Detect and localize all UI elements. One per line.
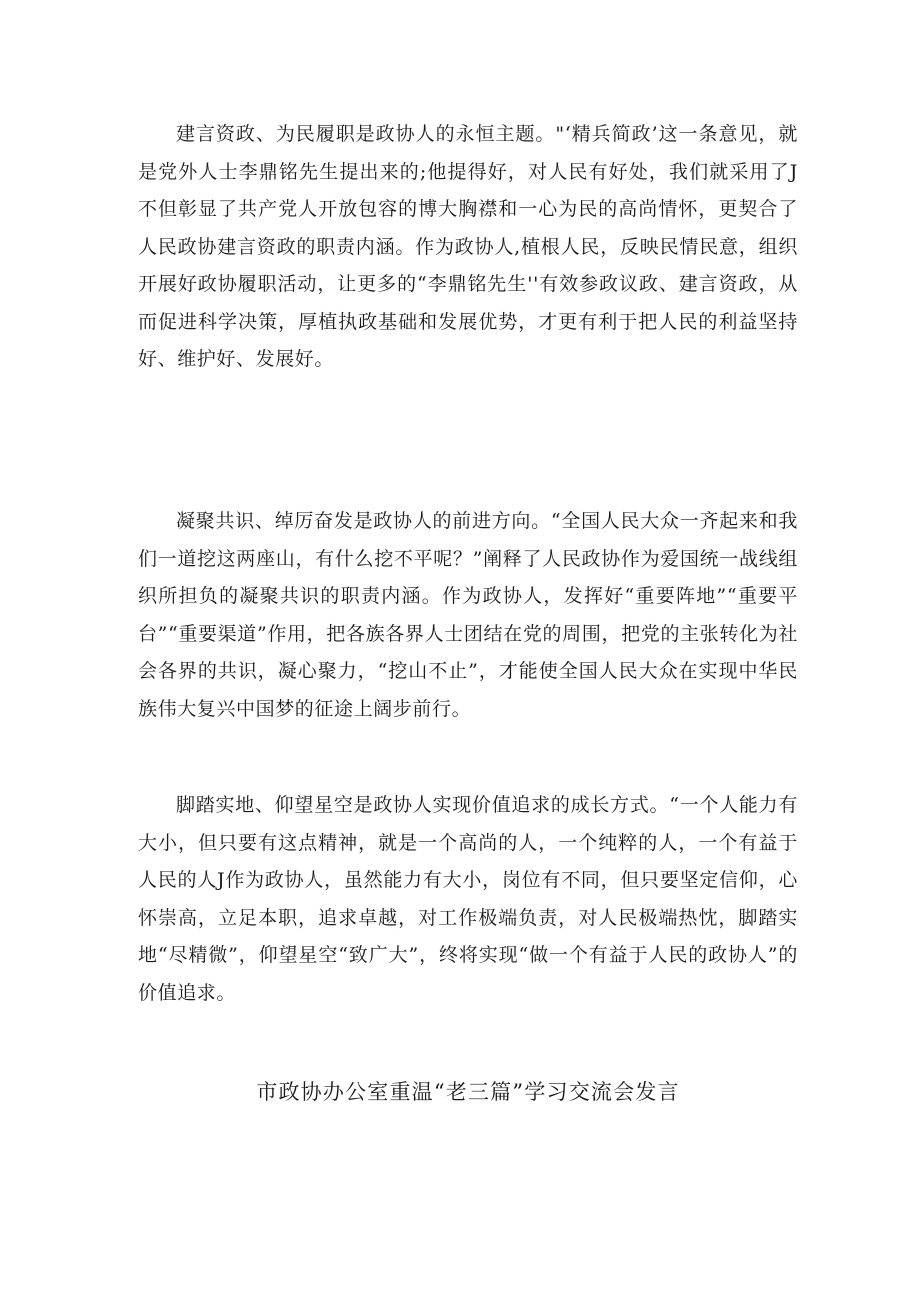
paragraph-down-to-earth: 脚踏实地、仰望星空是政协人实现价值追求的成长方式。“一个人能力有大小，但只要有这点精神，就是一个高尚的人，一个纯粹的人，一个有益于人民的人J作为政协人，虽然能力有大小，岗位有不同，但只要坚定信仰，心怀崇高，立足本职，追求卓越，对工作极端负责，对人民极端热忱，脚踏实地“尽精微”，仰望星空“致广大”，终将实现“做一个有益于人民的政协人”的价值追求。 bbox=[138, 794, 798, 1004]
paragraph-building-consensus: 凝聚共识、绰厉奋发是政协人的前进方向。“全国人民大众一齐起来和我们一道挖这两座山，有什么挖不平呢？”阐释了人民政协作为爱国统一战线组织所担负的凝聚共识的职责内涵。作为政协人，发挥好“重要阵地”“重要平台”“重要渠道”作用，把各族各界人士团结在党的周围，把党的主张转化为社会各界的共识，凝心聚力，“挖山不止”，才能使全国人民大众在实现中华民族伟大复兴中国梦的征途上阔步前行。 bbox=[138, 510, 798, 720]
paragraph-advising-governance: 建言资政、为民履职是政协人的永恒主题。"‘精兵简政’这一条意见，就是党外人士李鼎铭先生提出来的;他提得好，对人民有好处，我们就采用了J不但彰显了共产党人开放包容的博大胸襟和一心为民的高尚情怀，更契合了人民政协建言资政的职责内涵。作为政协人,植根人民，反映民情民意，组织开展好政协履职活动，让更多的“李鼎铭先生''有效参政议政、建言资政，从而促进科学决策，厚植执政基础和发展优势，才更有利于把人民的利益坚持好、维护好、发展好。 bbox=[138, 123, 798, 370]
section-heading: 市政协办公室重温“老三篇”学习交流会发言 bbox=[256, 1080, 680, 1104]
